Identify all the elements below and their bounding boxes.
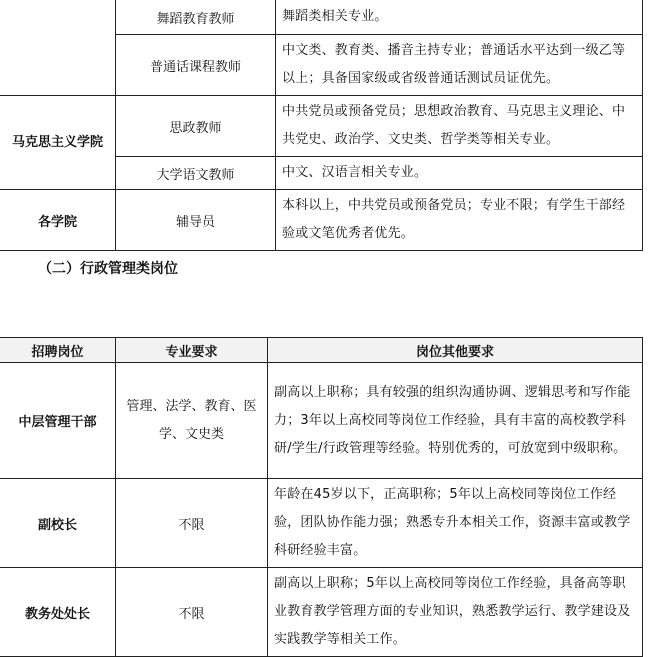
- position-cell: 教务处处长: [0, 568, 116, 657]
- position-cell: 辅导员: [116, 190, 276, 251]
- dept-cell: 各学院: [0, 190, 116, 251]
- table-row: [0, 568, 643, 657]
- position-cell: 中层管理干部: [0, 363, 116, 479]
- column-header: 岗位其他要求: [268, 338, 643, 363]
- major-cell: 不限: [116, 568, 268, 657]
- requirement-cell: 中共党员或预备党员；思想政治教育、马克思主义理论、中共党史、政治学、文史类、哲学类等相关专业。: [276, 96, 643, 157]
- requirement-cell: 本科以上，中共党员或预备党员；专业不限；有学生干部经验或文笔优秀者优先。: [276, 190, 643, 251]
- table-row: [0, 363, 643, 479]
- table-row: [0, 96, 643, 157]
- requirement-cell: 中文类、教育类、播音主持专业；普通话水平达到一级乙等以上；具备国家级或省级普通话测试员证优先。: [276, 35, 643, 96]
- table-row: [0, 190, 643, 251]
- requirement-cell: 副高以上职称；具有较强的组织沟通协调、逻辑思考和写作能力；3年以上高校同等岗位工作经验，具有丰富的高校教学科研/学生/行政管理等经验。特别优秀的，可放宽到中级职称。: [268, 363, 643, 479]
- position-cell: 思政教师: [116, 96, 276, 157]
- table-header-row: [0, 338, 643, 363]
- column-header: 招聘岗位: [0, 338, 116, 363]
- dept-cell: [0, 0, 116, 96]
- table-row: [0, 479, 643, 568]
- faculty-positions-table: [0, 0, 643, 251]
- section-heading: （二）行政管理类岗位: [38, 261, 178, 277]
- admin-positions-table: [0, 337, 643, 657]
- position-cell: 副校长: [0, 479, 116, 568]
- requirement-cell: 年龄在45岁以下，正高职称；5年以上高校同等岗位工作经验，团队协作能力强；熟悉专升本相关工作，资源丰富或教学科研经验丰富。: [268, 479, 643, 568]
- position-cell: 普通话课程教师: [116, 35, 276, 96]
- position-cell: 舞蹈教育教师: [116, 0, 276, 35]
- column-header: 专业要求: [116, 338, 268, 363]
- position-cell: 大学语文教师: [116, 157, 276, 190]
- major-cell: 管理、法学、教育、医学、文史类: [116, 363, 268, 479]
- requirement-cell: 舞蹈类相关专业。: [276, 0, 643, 35]
- requirement-cell: 副高以上职称；5年以上高校同等岗位工作经验，具备高等职业教育教学管理方面的专业知识，熟悉教学运行、教学建设及实践教学等相关工作。: [268, 568, 643, 657]
- requirement-cell: 中文、汉语言相关专业。: [276, 157, 643, 190]
- table-row: [0, 0, 643, 35]
- dept-cell: 马克思主义学院: [0, 96, 116, 190]
- major-cell: 不限: [116, 479, 268, 568]
